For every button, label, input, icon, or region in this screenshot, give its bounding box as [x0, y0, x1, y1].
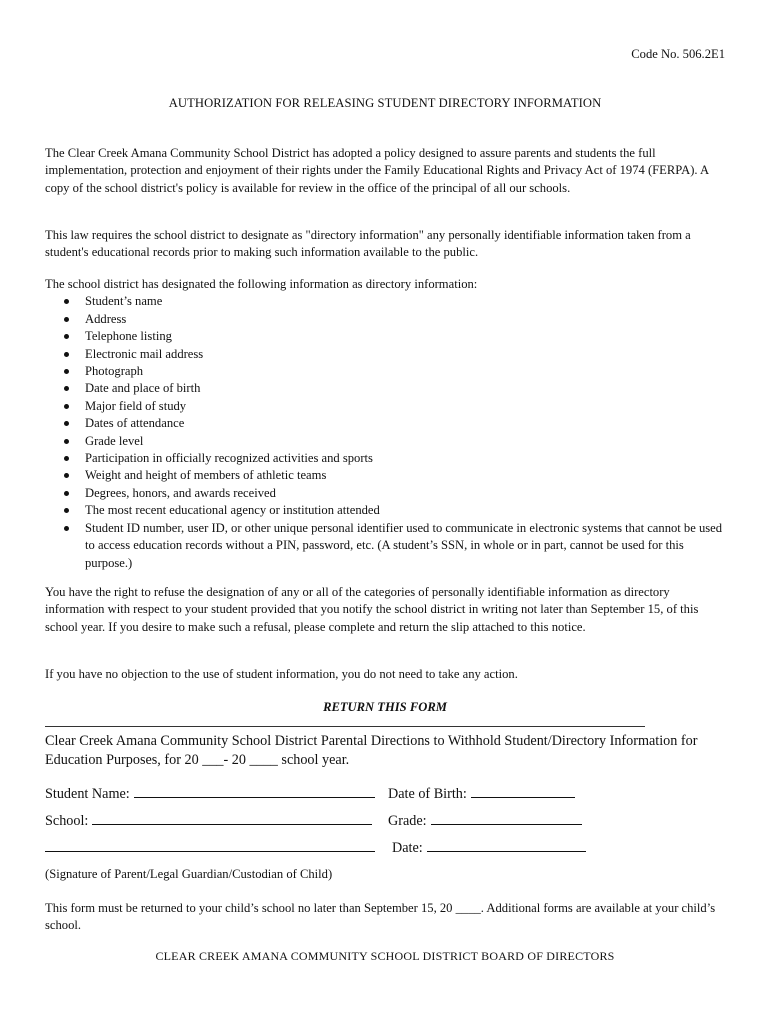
signature-caption-text: (Signature of Parent/Legal Guardian/Custodian of Child): [45, 867, 333, 881]
cut-line: [45, 726, 645, 727]
grade-line[interactable]: [431, 823, 582, 825]
list-item: Photograph: [45, 363, 725, 380]
list-item: Student’s name: [45, 293, 725, 310]
list-item: Dates of attendance: [45, 415, 725, 432]
deadline-note-text: This form must be returned to your child’s school no later than September 15, 20 ____. Additional forms are available at your child’s school.: [45, 901, 716, 933]
dob-line[interactable]: [471, 796, 575, 798]
signature-caption: [45, 866, 725, 883]
date-line[interactable]: [427, 850, 586, 852]
student-name-label: Student Name:: [45, 786, 130, 802]
code-number: Code No. 506.2E1: [631, 47, 725, 61]
intro-paragraph: [45, 145, 725, 197]
list-intro: The school district has designated the following information as directory information:: [45, 277, 478, 291]
dob-field[interactable]: [388, 786, 575, 803]
signature-line[interactable]: [45, 850, 375, 852]
list-item: Weight and height of members of athletic teams: [45, 467, 725, 484]
student-name-line[interactable]: [134, 796, 375, 798]
form-heading-text: Clear Creek Amana Community School District Parental Directions to Withhold Student/Directory Information for Education Purposes, for 20 ___- 20 ____ school year.: [45, 733, 698, 768]
list-item: Telephone listing: [45, 328, 725, 345]
list-item: Participation in officially recognized activities and sports: [45, 450, 725, 467]
list-item: Address: [45, 311, 725, 328]
deadline-note: [45, 900, 725, 935]
list-item: Date and place of birth: [45, 380, 725, 397]
law-paragraph: [45, 227, 725, 262]
list-item: The most recent educational agency or institution attended: [45, 502, 725, 519]
return-form-title: RETURN THIS FORM: [323, 700, 447, 714]
no-objection-text: If you have no objection to the use of student information, you do not need to take any action.: [45, 667, 518, 681]
law-text: This law requires the school district to designate as "directory information" any personally identifiable information taken from a student's educational records prior to making such information available to the public.: [45, 228, 691, 260]
list-item: Student ID number, user ID, or other unique personal identifier used to communicate in electronic systems that cannot be used to access education records without a PIN, password, etc. (A student’s SSN, in whole or in part, cannot be used for this purpose.): [45, 520, 725, 572]
grade-label: Grade:: [388, 813, 427, 829]
refusal-text: You have the right to refuse the designation of any or all of the categories of personally identifiable information as directory information with respect to your student provided that you notify the school district in writing not later than September 15, of this school year. If you desire to make such a refusal, please complete and return the slip attached to this notice.: [45, 585, 699, 634]
school-line[interactable]: [92, 823, 372, 825]
student-name-field[interactable]: [45, 786, 375, 803]
grade-field[interactable]: [388, 813, 582, 830]
dob-label: Date of Birth:: [388, 786, 467, 802]
refusal-paragraph: [45, 584, 725, 636]
date-label: Date:: [392, 840, 423, 856]
document-title: AUTHORIZATION FOR RELEASING STUDENT DIRECTORY INFORMATION: [168, 96, 602, 110]
signature-field[interactable]: [45, 840, 375, 857]
intro-text: The Clear Creek Amana Community School District has adopted a policy designed to assure parents and students the full implementation, protection and enjoyment of their rights under the Family Educational Rights and Privacy Act of 1974 (FERPA). A copy of the school district's policy is available for review in the office of the principal of all our schools.: [45, 146, 709, 195]
school-field[interactable]: [45, 813, 372, 830]
board-footer: CLEAR CREEK AMANA COMMUNITY SCHOOL DISTRICT BOARD OF DIRECTORS: [155, 949, 615, 963]
directory-info-section: [45, 276, 725, 572]
list-item: Electronic mail address: [45, 346, 725, 363]
list-item: Grade level: [45, 433, 725, 450]
list-item: Degrees, honors, and awards received: [45, 485, 725, 502]
list-item: Major field of study: [45, 398, 725, 415]
no-objection-paragraph: [45, 666, 725, 683]
school-label: School:: [45, 813, 89, 829]
form-heading: [45, 732, 725, 770]
directory-info-list: [45, 293, 725, 572]
date-field[interactable]: [392, 840, 586, 857]
